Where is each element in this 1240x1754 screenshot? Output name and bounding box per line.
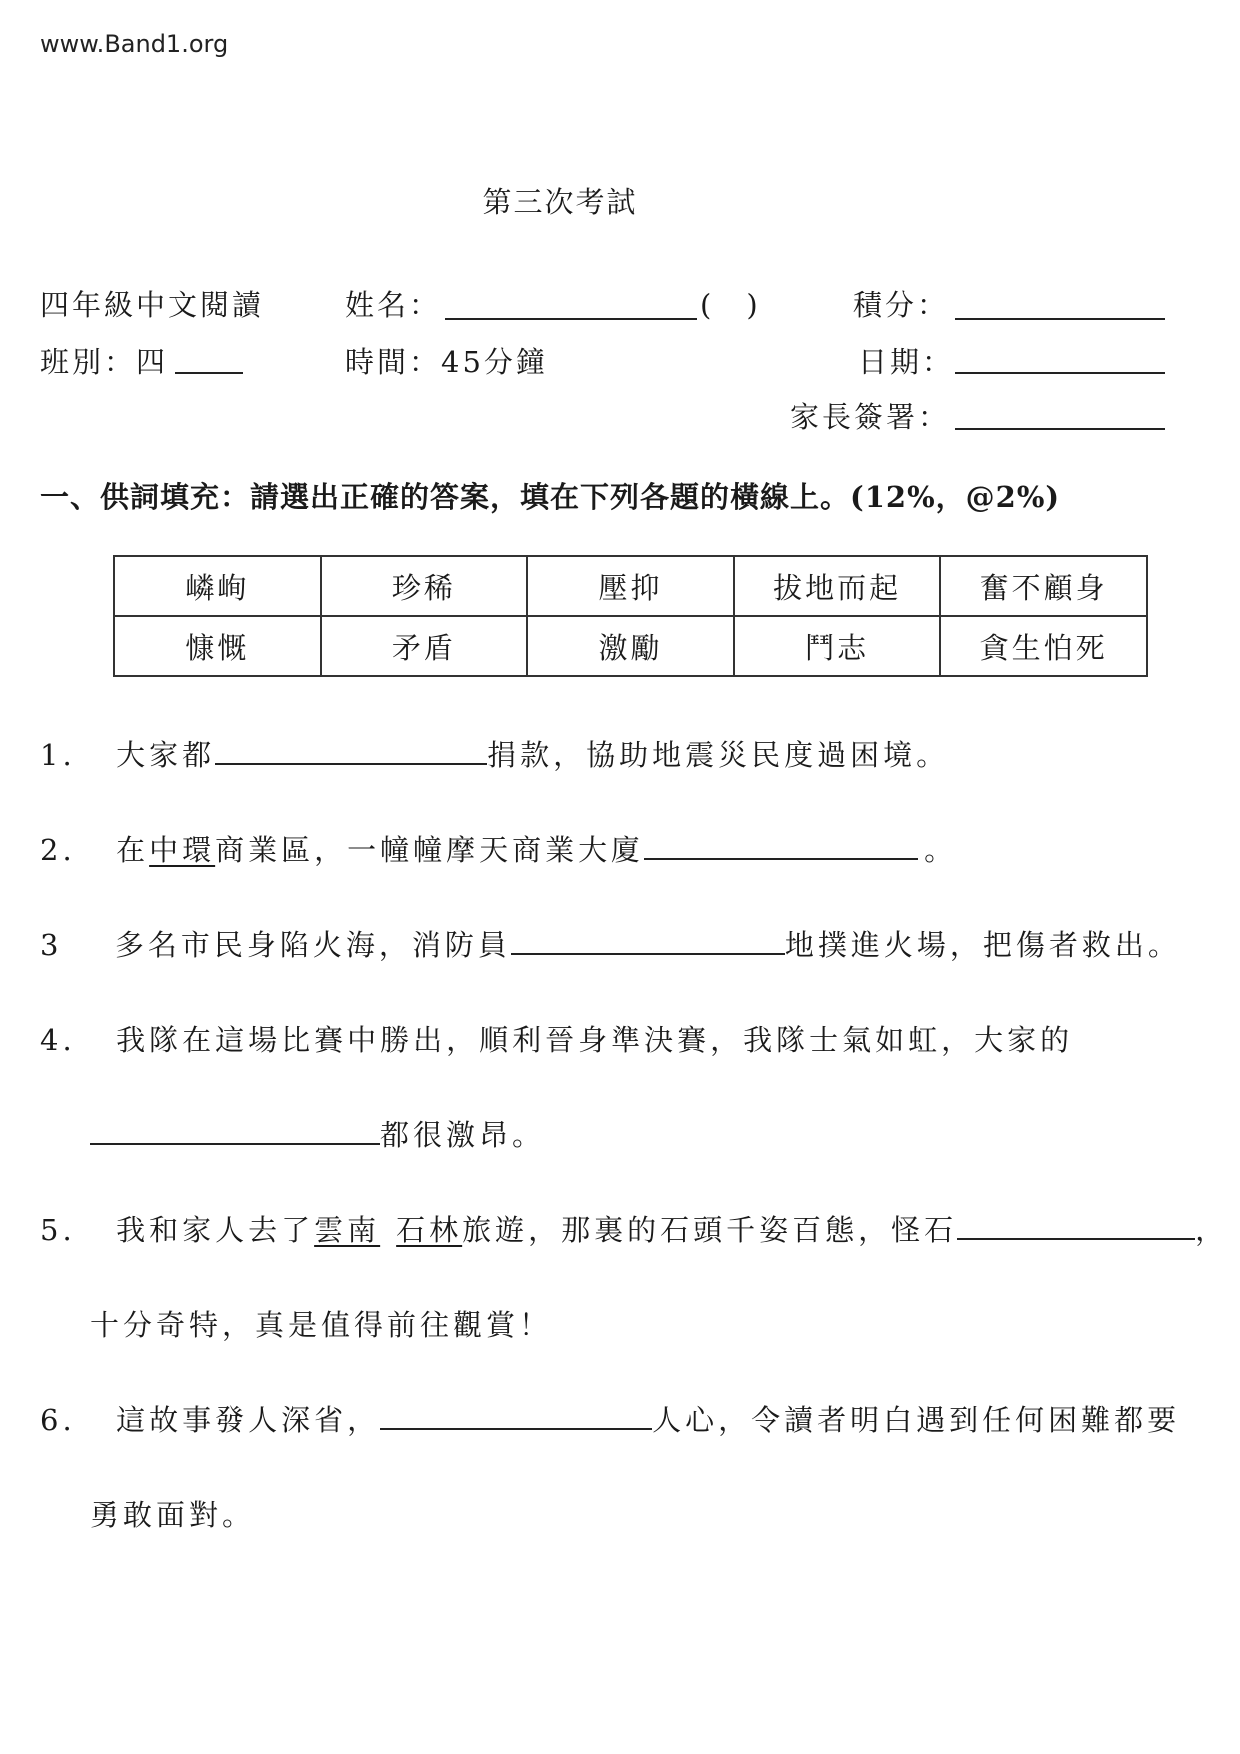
name-blank[interactable] <box>445 318 697 320</box>
question-text: 多名市民身陷火海，消防員 <box>114 928 511 962</box>
question-4 <box>40 1018 1073 1059</box>
date-blank[interactable] <box>955 372 1165 374</box>
question-number: 4. <box>40 1023 76 1057</box>
question-text: 人心，令讀者明白遇到任何困難都要 <box>652 1403 1181 1437</box>
subject-label: 四年級中文閱讀 <box>40 288 265 322</box>
question-text: 都很激昂。 <box>380 1118 546 1152</box>
question-6 <box>40 1398 1180 1439</box>
word-bank-cell: 鬥志 <box>734 616 941 676</box>
question-text: 我隊在這場比賽中勝出，順利晉身準決賽，我隊士氣如虹，大家的 <box>116 1023 1074 1057</box>
exam-title: 第三次考試 <box>482 185 638 219</box>
answer-blank-6[interactable] <box>380 1402 652 1430</box>
place-name: 石林 <box>396 1213 463 1247</box>
answer-blank-5[interactable] <box>957 1212 1195 1240</box>
question-5-line-2 <box>90 1303 552 1344</box>
word-bank-cell: 拔地而起 <box>734 556 941 616</box>
name-bracket: ( ) <box>700 288 761 322</box>
website-watermark: www.Band1.org <box>40 30 229 58</box>
question-text: 捐款，協助地震災民度過困境。 <box>487 738 950 772</box>
word-bank-cell: 嶙峋 <box>114 556 321 616</box>
date-label: 日期： <box>858 345 955 379</box>
parent-signature-label: 家長簽署： <box>790 400 951 434</box>
question-number: 3 <box>40 928 63 962</box>
class-blank[interactable] <box>175 372 243 374</box>
question-number: 5. <box>40 1213 76 1247</box>
question-text: 十分奇特，真是值得前往觀賞！ <box>90 1308 553 1342</box>
word-bank-cell: 奮不顧身 <box>940 556 1147 616</box>
question-text: 商業區，一幢幢摩天商業大廈 <box>215 833 645 867</box>
answer-blank-2[interactable] <box>644 832 918 860</box>
question-text: 在 <box>116 833 150 867</box>
answer-blank-3[interactable] <box>511 927 785 955</box>
question-text: 。 <box>924 833 958 867</box>
question-6-line-2 <box>90 1493 255 1534</box>
parent-signature-blank[interactable] <box>955 428 1165 430</box>
word-bank-cell: 貪生怕死 <box>940 616 1147 676</box>
place-name: 雲南 <box>314 1213 381 1247</box>
word-bank-table <box>113 555 1148 677</box>
score-blank[interactable] <box>955 318 1165 320</box>
word-bank-cell: 壓抑 <box>527 556 734 616</box>
word-bank-cell: 矛盾 <box>321 616 528 676</box>
word-bank-cell: 珍稀 <box>321 556 528 616</box>
place-name: 中環 <box>149 833 216 867</box>
word-bank-row <box>114 616 1147 676</box>
word-bank-cell: 激勵 <box>527 616 734 676</box>
question-number: 6. <box>40 1403 76 1437</box>
answer-blank-1[interactable] <box>215 737 487 765</box>
question-text: 我和家人去了 <box>116 1213 315 1247</box>
time-label: 時間：45分鐘 <box>345 345 548 379</box>
question-text: 這故事發人深省， <box>116 1403 381 1437</box>
question-2 <box>40 828 957 869</box>
section-1-heading: 一、供詞填充：請選出正確的答案，填在下列各題的橫線上。(12%，@2%) <box>40 480 1061 514</box>
question-5 <box>40 1208 1228 1249</box>
word-bank-row <box>114 556 1147 616</box>
question-text: ， <box>1195 1213 1229 1247</box>
word-bank-cell: 慷慨 <box>114 616 321 676</box>
name-label: 姓名： <box>345 288 442 322</box>
question-text: 地撲進火場，把傷者救出。 <box>784 928 1181 962</box>
question-1 <box>40 733 949 774</box>
question-4-line-2 <box>90 1113 545 1154</box>
score-label: 積分： <box>853 288 950 322</box>
question-text: 勇敢面對。 <box>90 1498 256 1532</box>
answer-blank-4[interactable] <box>90 1117 380 1145</box>
question-number: 1. <box>40 738 76 772</box>
question-text: 旅遊，那裏的石頭千姿百態，怪石 <box>462 1213 958 1247</box>
question-text: 大家都 <box>116 738 216 772</box>
question-3 <box>40 923 1181 964</box>
question-number: 2. <box>40 833 76 867</box>
class-label: 班別：四 <box>40 345 169 379</box>
